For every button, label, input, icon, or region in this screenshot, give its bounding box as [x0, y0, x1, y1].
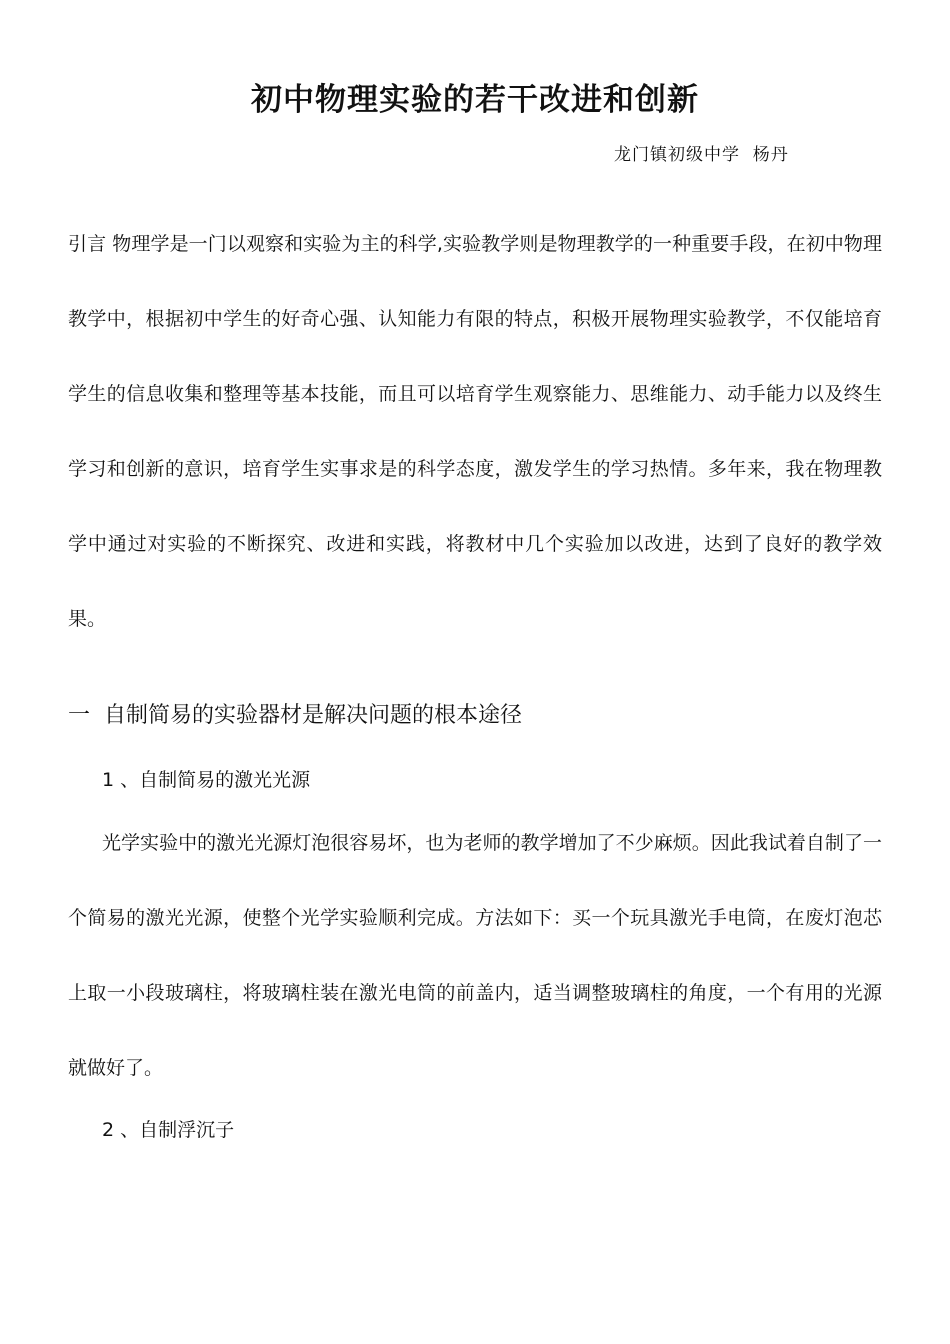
intro-paragraph: 引言 物理学是一门以观察和实验为主的科学,实验教学则是物理教学的一种重要手段，在初中物理教学中，根据初中学生的好奇心强、认知能力有限的特点，积极开展物理实验教学，不仅能培育学生的信息收集和整理等基本技能，而且可以培育学生观察能力、思维能力、动手能力以及终生学习和创新的意识，培育学生实事求是的科学态度，激发学生的学习热情。多年来，我在物理教学中通过对实验的不断探究、改进和实践，将教材中几个实验加以改进，达到了良好的教学效果。: [68, 233, 882, 630]
subsection-heading-laser: 1 、自制简易的激光光源: [102, 769, 311, 791]
document-title: 初中物理实验的若干改进和创新: [251, 82, 699, 118]
author-line: 龙门镇初级中学 杨丹: [614, 145, 789, 165]
subsection-heading-diver: 2 、自制浮沉子: [102, 1119, 235, 1141]
section-heading: 一 自制简易的实验器材是解决问题的根本途径: [68, 703, 522, 728]
subsection-body-laser: 光学实验中的激光光源灯泡很容易坏，也为老师的教学增加了不少麻烦。因此我试着自制了一个简易的激光光源，使整个光学实验顺利完成。方法如下：买一个玩具激光手电筒，在废灯泡芯上取一小段玻璃柱，将玻璃柱装在激光电筒的前盖内，适当调整玻璃柱的角度，一个有用的光源就做好了。: [68, 832, 882, 1079]
